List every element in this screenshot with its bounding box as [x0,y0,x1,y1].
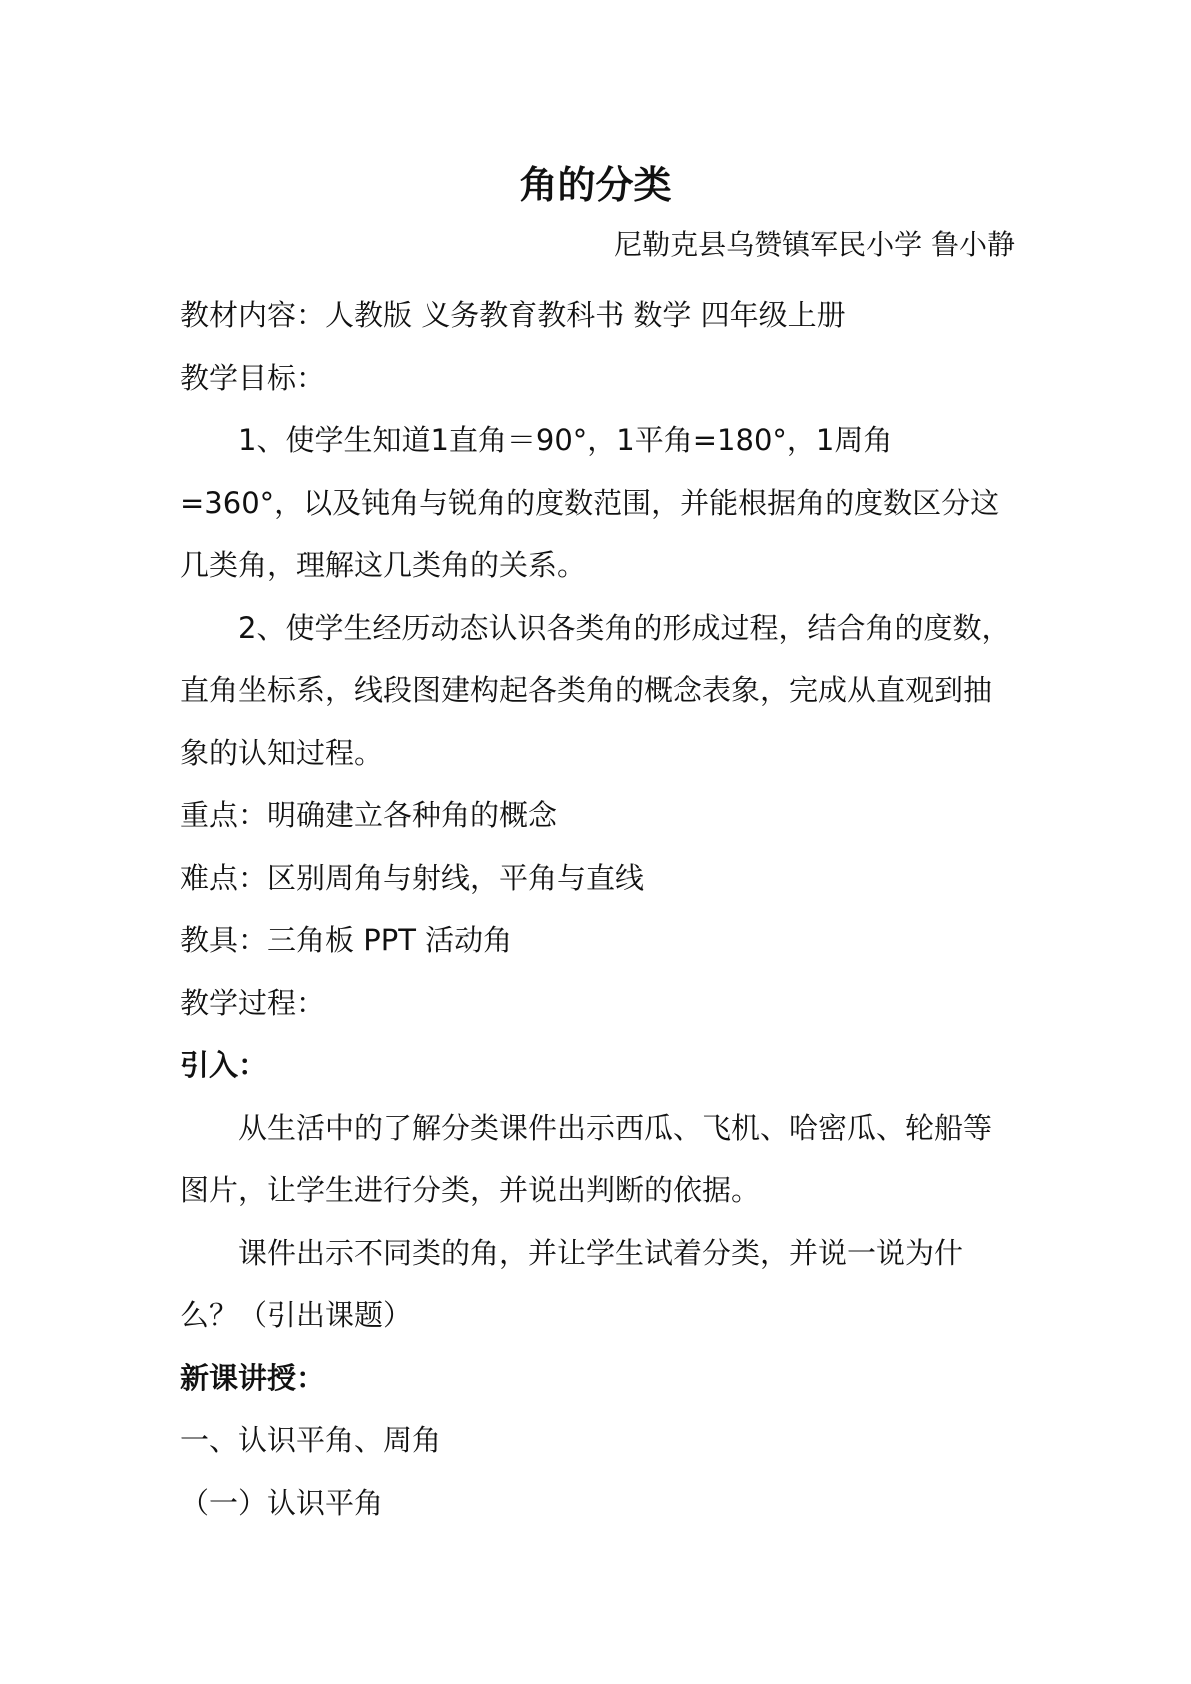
key-point: 重点：明确建立各种角的概念 [180,798,558,832]
document-title: 角的分类 [519,163,672,207]
part-1-heading: 一、认识平角、周角 [180,1423,442,1457]
objective-1: 1、使学生知道1直角＝90°，1平角=180°，1周角=360°，以及钝角与锐角的度数范围，并能根据角的度数区分这几类角，理解这几类角的关系。 [180,423,1000,582]
process-heading: 教学过程： [180,985,326,1020]
intro-paragraph-2: 课件出示不同类的角，并让学生试着分类，并说一说为什么？（引出课题） [180,1235,964,1332]
document-body [180,284,1015,1534]
teaching-tools: 教具：三角板 PPT 活动角 [180,923,513,957]
objective-2: 2、使学生经历动态认识各类角的形成过程，结合角的度数，直角坐标系，线段图建构起各类角的概念表象，完成从直观到抽象的认知过程。 [180,610,1011,770]
difficulty: 难点：区别周角与射线，平角与直线 [180,860,645,895]
part-1-subheading: （一）认识平角 [180,1485,384,1520]
objectives-heading: 教学目标： [180,360,326,395]
author-line: 尼勒克县乌赞镇军民小学 鲁小静 [614,228,1015,261]
material-line: 教材内容：人教版 义务教育教科书 数学 四年级上册 [180,298,846,332]
new-lesson-heading: 新课讲授： [180,1360,326,1395]
intro-heading: 引入： [180,1048,268,1082]
intro-paragraph-1: 从生活中的了解分类课件出示西瓜、飞机、哈密瓜、轮船等图片，让学生进行分类，并说出判断的依据。 [180,1110,993,1207]
